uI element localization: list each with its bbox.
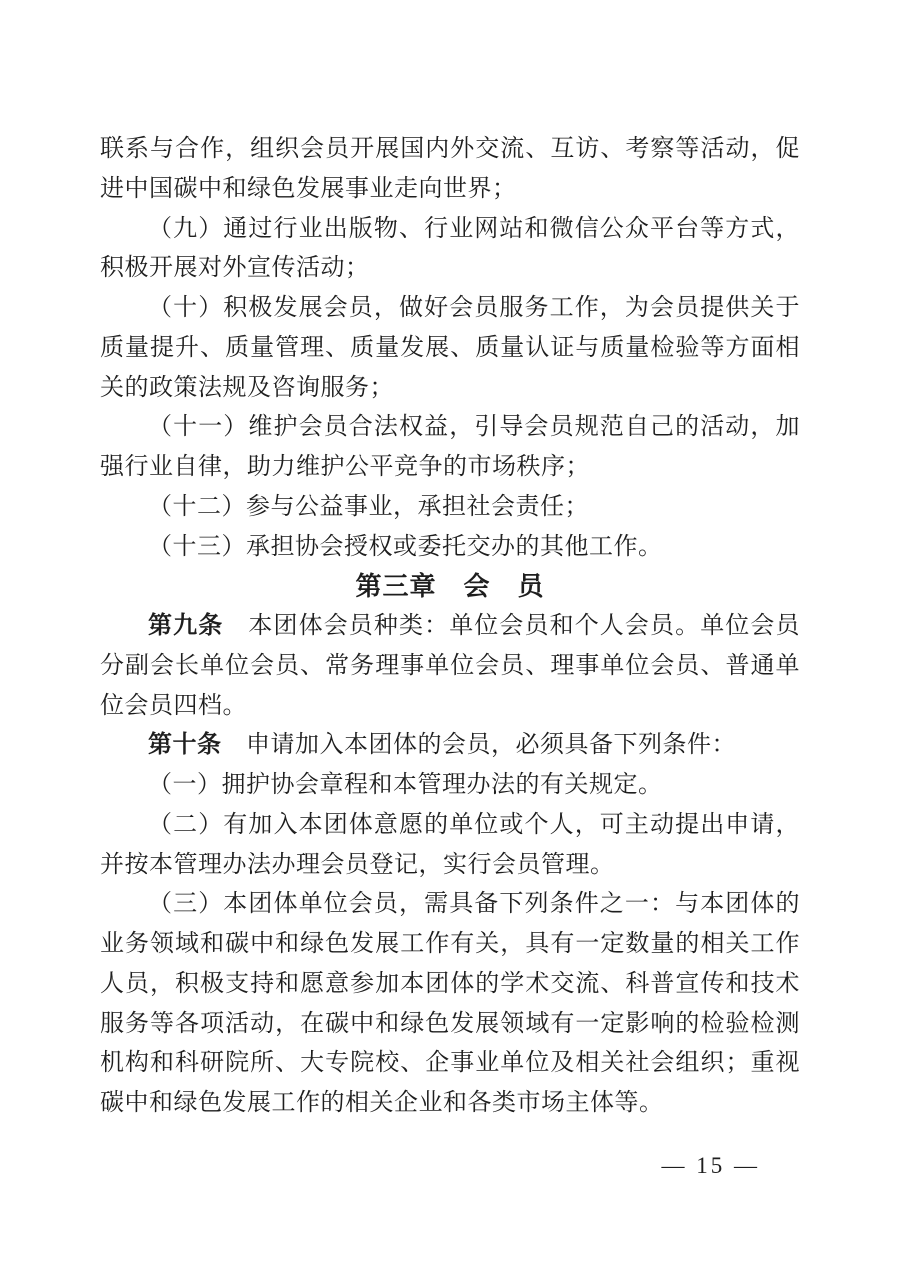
duty-item-11: （十一）维护会员合法权益，引导会员规范自己的活动，加强行业自律，助力维护公平竞争的市场秩序； <box>100 414 800 480</box>
duty-item-12: （十二）参与公益事业，承担社会责任； <box>148 493 589 520</box>
article-10 <box>100 726 800 766</box>
page-number: — 15 — <box>661 1153 760 1178</box>
article-10-number: 第十条 <box>148 732 222 759</box>
condition-item-1: （一）拥护协会章程和本管理办法的有关规定。 <box>148 772 663 798</box>
article-9 <box>100 607 800 726</box>
condition-item-2: （二）有加入本团体意愿的单位或个人，可主动提出申请，并按本管理办法办理会员登记，实行会员管理。 <box>100 811 800 878</box>
article-10-text: 申请加入本团体的会员，必须具备下列条件： <box>221 732 736 759</box>
condition-item-3: （三）本团体单位会员，需具备下列条件之一：与本团体的业务领域和碳中和绿色发展工作有关，具有一定数量的相关工作人员，积极支持和愿意参加本团体的学术交流、科普宣传和技术服务等各项活动，在碳中和绿色发展领域有一定影响的检验检测机构和科研院所、大专院校、企事业单位及相关社会组织；重视碳中和绿色发展工作的相关企业和各类市场主体等。 <box>100 891 800 1116</box>
paragraph-continuation: 联系与合作，组织会员开展国内外交流、互访、考察等活动，促进中国碳中和绿色发展事业走向世界； <box>100 136 800 202</box>
chapter-heading: 第三章 会 员 <box>355 572 545 602</box>
duty-item-9: （九）通过行业出版物、行业网站和微信公众平台等方式，积极开展对外宣传活动； <box>100 215 800 282</box>
duty-item-10: （十）积极发展会员，做好会员服务工作，为会员提供关于质量提升、质量管理、质量发展、质量认证与质量检验等方面相关的政策法规及咨询服务； <box>100 295 800 401</box>
duty-item-13: （十三）承担协会授权或委托交办的其他工作。 <box>148 533 663 560</box>
article-9-number: 第九条 <box>148 613 224 639</box>
document-body <box>100 130 800 1124</box>
article-9-text: 本团体会员种类：单位会员和个人会员。单位会员分副会长单位会员、常务理事单位会员、理事单位会员、普通单位会员四档。 <box>100 613 801 719</box>
